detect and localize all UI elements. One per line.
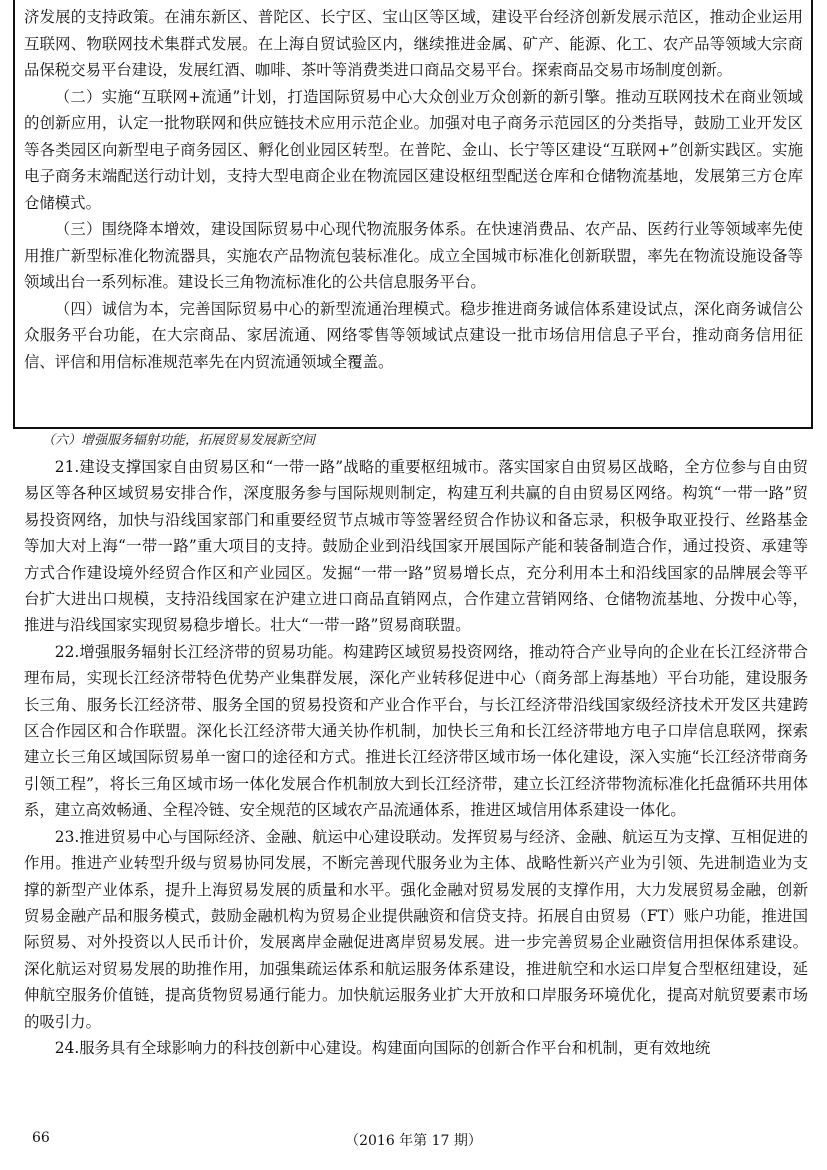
page-footer: [0, 1130, 827, 1154]
boxed-paragraph: （二）实施“互联网+流通”计划，打造国际贸易中心大众创业万众创新的新引擎。推动互联网技术在商业领域的创新应用，认定一批物联网和供应链技术应用示范企业。加强对电子商务示范园区的分类指导，鼓励工业开发区等各类园区向新型电子商务园区、孵化创业园区转型。在普陀、金山、长宁等区建设“互联网+”创新实践区。实施电子商务末端配送行动计划，支持大型电商企业在物流园区建设枢纽型配送仓库和仓储物流基地，发展第三方仓库仓储模式。: [24, 87, 803, 212]
body-paragraph: 23.推进贸易中心与国际经济、金融、航运中心建设联动。发挥贸易与经济、金融、航运互为支撑、互相促进的作用。推进产业转型升级与贸易协同发展，不断完善现代服务业为主体、战略性新兴产业为引领、先进制造业为支撑的新型产业体系，提升上海贸易发展的质量和水平。强化金融对贸易发展的支撑作用，大力发展贸易金融，创新贸易金融产品和服务模式，鼓励金融机构为贸易企业提供融资和信贷支持。拓展自由贸易（FT）账户功能，推进国际贸易、对外投资以人民币计价，发展离岸金融促进离岸贸易发展。进一步完善贸易企业融资信用担保体系建设。深化航运对贸易发展的助推作用，加强集疏运体系和航运服务体系建设，推进航空和水运口岸复合型枢纽建设，延伸航空服务价值链，提高货物贸易通行能力。加快航运服务业扩大开放和口岸服务环境优化，提高对航贸要素市场的吸引力。: [24, 827, 808, 1031]
body-paragraph: 22.增强服务辐射长江经济带的贸易功能。构建跨区域贸易投资网络，推动符合产业导向的企业在长江经济带合理布局，实现长江经济带特色优势产业集群发展，深化产业转移促进中心（商务部上海基地）平台功能，建设服务长三角、服务长江经济带、服务全国的贸易投资和产业合作平台，与长江经济带沿线国家级经济技术开发区共建跨区合作园区和合作联盟。深化长江经济带大通关协作机制，加快长三角和长江经济带地方电子口岸信息联网，探索建立长三角区域国际贸易单一窗口的途径和方式。推进长江经济带区域市场一体化建设，深入实施“长江经济带商务引领工程”，将长三角区域市场一体化发展合作机制放大到长江经济带，建立长江经济带物流标准化托盘循环共用体系，建立高效畅通、全程冷链、安全规范的区域农产品流通体系，推进区域信用体系建设一体化。: [24, 642, 808, 820]
boxed-paragraph: （四）诚信为本，完善国际贸易中心的新型流通治理模式。稳步推进商务诚信体系建设试点，深化商务诚信公众服务平台功能，在大宗商品、家居流通、网络零售等领域试点建设一批市场信用信息子平台，推动商务信用征信、评信和用信标准规范率先在内贸流通领域全覆盖。: [24, 299, 803, 371]
boxed-paragraph: （三）围绕降本增效，建设国际贸易中心现代物流服务体系。在快速消费品、农产品、医药行业等领域率先使用推广新型标准化物流器具，实施农产品物流包装标准化。成立全国城市标准化创新联盟，率先在物流设施设备等领域出台一系列标准。建设长三角物流标准化的公共信息服务平台。: [24, 220, 803, 291]
page-number: 66: [32, 1130, 50, 1146]
boxed-excerpt: [13, 0, 813, 429]
boxed-paragraph: 济发展的支持政策。在浦东新区、普陀区、长宁区、宝山区等区域，建设平台经济创新发展示范区，推动企业运用互联网、物联网技术集群式发展。在上海自贸试验区内，继续推进金属、矿产、能源、化工、农产品等领域大宗商品保税交易平台建设，发展红酒、咖啡、茶叶等消费类进口商品交易平台。探索商品交易市场制度创新。: [24, 8, 803, 79]
issue-label: （2016 年第 17 期）: [345, 1133, 482, 1149]
section-heading: （六）增强服务辐射功能，拓展贸易发展新空间: [42, 433, 316, 448]
body-paragraph: 24.服务具有全球影响力的科技创新中心建设。构建面向国际的创新合作平台和机制，更有效地统: [54, 1038, 711, 1057]
main-text: [24, 430, 808, 1061]
body-paragraph: 21.建设支撑国家自由贸易区和“一带一路”战略的重要枢纽城市。落实国家自由贸易区战略，全方位参与自由贸易区等各种区域贸易安排合作，深度服务参与国际规则制定，构建互利共赢的自由贸易区网络。构筑“一带一路”贸易投资网络，加快与沿线国家部门和重要经贸节点城市等签署经贸合作协议和备忘录，积极争取亚投行、丝路基金等加大对上海“一带一路”重大项目的支持。鼓励企业到沿线国家开展国际产能和装备制造合作，通过投资、承建等方式合作建设境外经贸合作区和产业园区。发掘“一带一路”贸易增长点，充分利用本土和沿线国家的品牌展会等平台扩大进出口规模，支持沿线国家在沪建立进口商品直销网点，合作建立营销网络、仓储物流基地、分拨中心等，推进与沿线国家实现贸易稳步增长。壮大“一带一路”贸易商联盟。: [24, 458, 808, 635]
